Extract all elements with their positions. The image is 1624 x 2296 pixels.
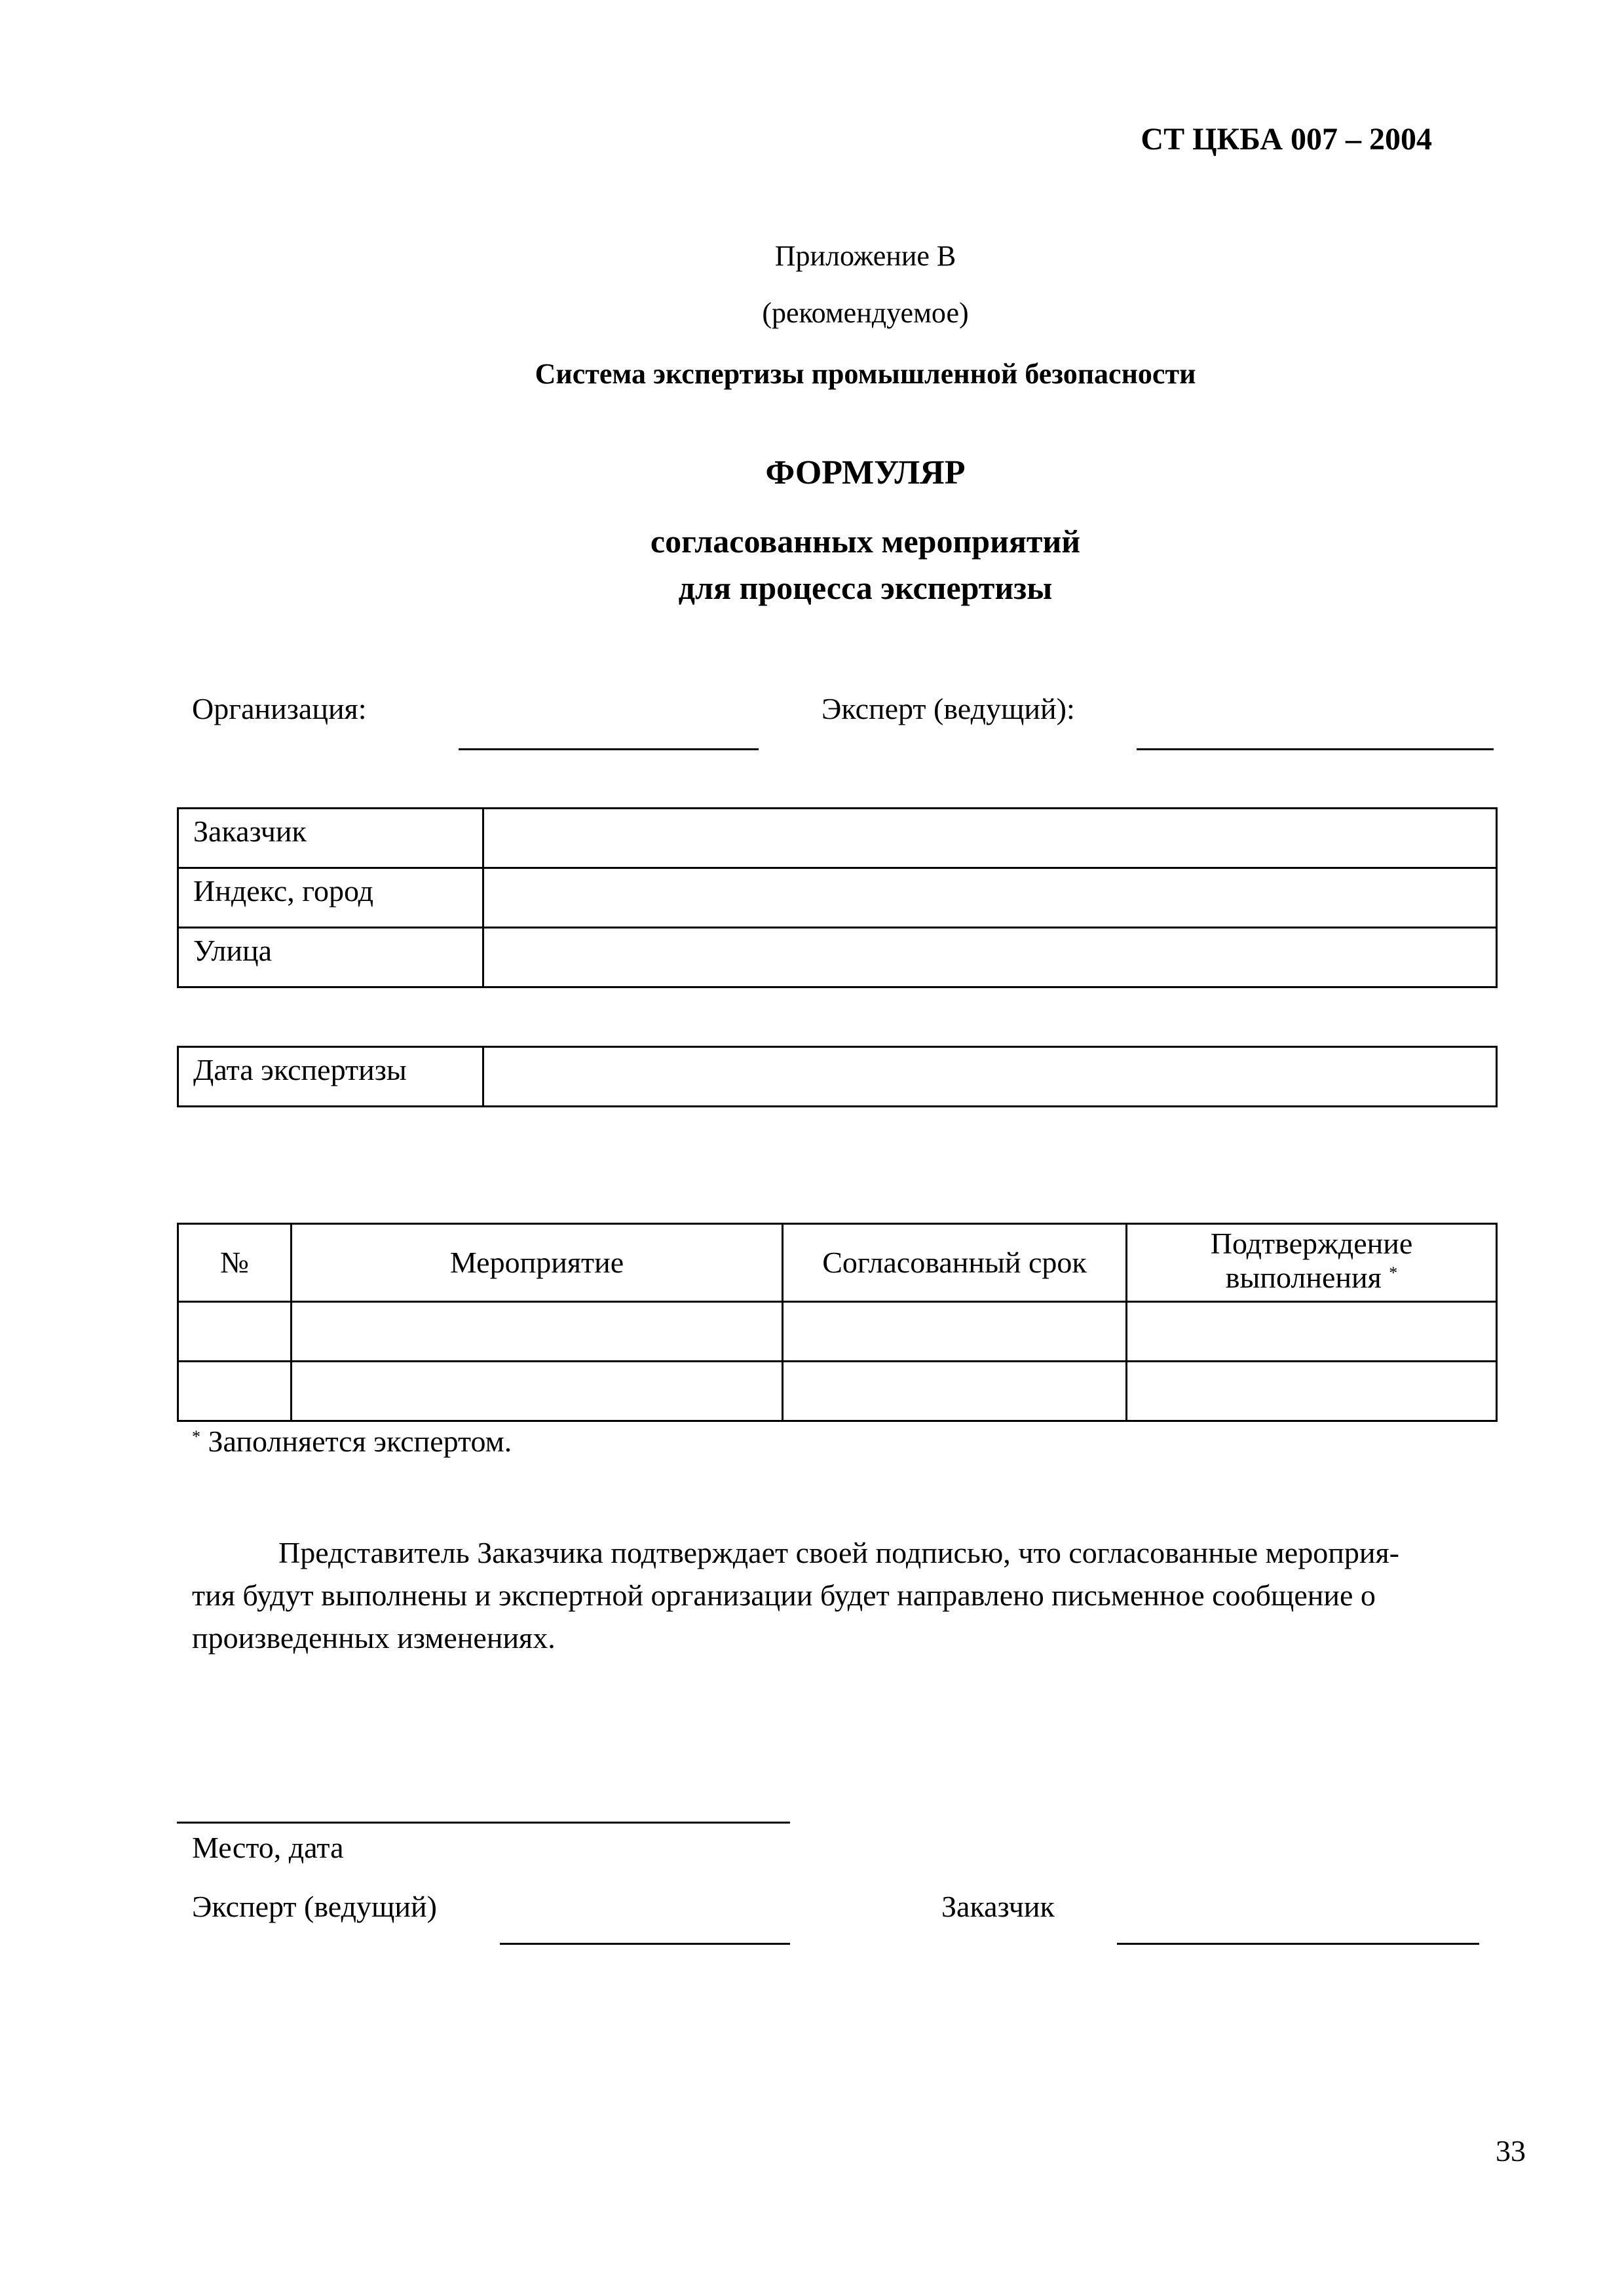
header-num: № — [178, 1224, 292, 1302]
page-number: 33 — [1496, 2134, 1526, 2168]
form-title: ФОРМУЛЯР — [765, 454, 966, 491]
measures-header-row — [178, 1224, 1497, 1302]
customer-label: Заказчик — [178, 809, 483, 868]
place-date-line[interactable] — [177, 1822, 790, 1824]
table-row — [178, 928, 1497, 987]
header-confirmation-line1: Подтверждение — [1210, 1226, 1413, 1260]
expert-signature-line[interactable] — [500, 1943, 790, 1945]
cell-confirmation[interactable] — [1127, 1362, 1497, 1421]
index-city-label: Индекс, город — [178, 868, 483, 928]
cell-measure[interactable] — [292, 1362, 783, 1421]
table-row — [178, 868, 1497, 928]
measures-table — [177, 1223, 1498, 1422]
customer-signature-line[interactable] — [1117, 1943, 1479, 1945]
appendix-title: Приложение В — [774, 240, 956, 272]
street-label: Улица — [178, 928, 483, 987]
table-row — [178, 809, 1497, 868]
table-row — [178, 1362, 1497, 1421]
cell-deadline[interactable] — [783, 1362, 1127, 1421]
table-row — [178, 1047, 1497, 1107]
cell-num[interactable] — [178, 1302, 292, 1362]
cell-confirmation[interactable] — [1127, 1302, 1497, 1362]
expert-signature-label: Эксперт (ведущий) — [192, 1890, 437, 1923]
footnote-text: Заполняется экспертом. — [208, 1425, 512, 1458]
form-subtitle-line2: для процесса экспертизы — [678, 569, 1053, 606]
header-confirmation-line2: выполнения — [1225, 1260, 1382, 1294]
organization-label: Организация: — [192, 692, 367, 725]
header-confirmation — [1127, 1224, 1497, 1302]
statement-line3: произведенных изменениях. — [192, 1621, 556, 1655]
cell-num[interactable] — [178, 1362, 292, 1421]
header-measure: Мероприятие — [292, 1224, 783, 1302]
expertise-date-label: Дата экспертизы — [178, 1047, 483, 1107]
table-row — [178, 1302, 1497, 1362]
customer-table — [177, 807, 1498, 988]
statement-line2: тия будут выполнены и экспертной организации будет направлено письменное сообщение о — [192, 1578, 1376, 1612]
header-confirmation-line2-wrap — [1127, 1261, 1496, 1299]
doc-code: СТ ЦКБА 007 – 2004 — [1141, 122, 1432, 157]
expert-lead-label: Эксперт (ведущий): — [821, 692, 1075, 725]
date-table — [177, 1046, 1498, 1107]
index-city-input-cell[interactable] — [483, 868, 1497, 928]
footnote-marker: * — [192, 1427, 200, 1446]
form-subtitle-line1: согласованных мероприятий — [650, 523, 1081, 560]
expert-lead-field-line[interactable] — [1137, 748, 1494, 750]
footnote — [192, 1423, 512, 1464]
street-input-cell[interactable] — [483, 928, 1497, 987]
customer-input-cell[interactable] — [483, 809, 1497, 868]
system-name: Система экспертизы промышленной безопасности — [535, 358, 1196, 390]
customer-signature-label: Заказчик — [941, 1890, 1055, 1923]
organization-field-line[interactable] — [459, 748, 759, 750]
header-deadline: Согласованный срок — [783, 1224, 1127, 1302]
confirmation-asterisk: * — [1389, 1263, 1398, 1282]
statement-line1: Представитель Заказчика подтверждает своей подписью, что согласованные мероприя- — [278, 1536, 1399, 1569]
cell-deadline[interactable] — [783, 1302, 1127, 1362]
cell-measure[interactable] — [292, 1302, 783, 1362]
place-date-label: Место, дата — [192, 1831, 344, 1864]
appendix-note: (рекомендуемое) — [762, 297, 969, 329]
expertise-date-input-cell[interactable] — [483, 1047, 1497, 1107]
